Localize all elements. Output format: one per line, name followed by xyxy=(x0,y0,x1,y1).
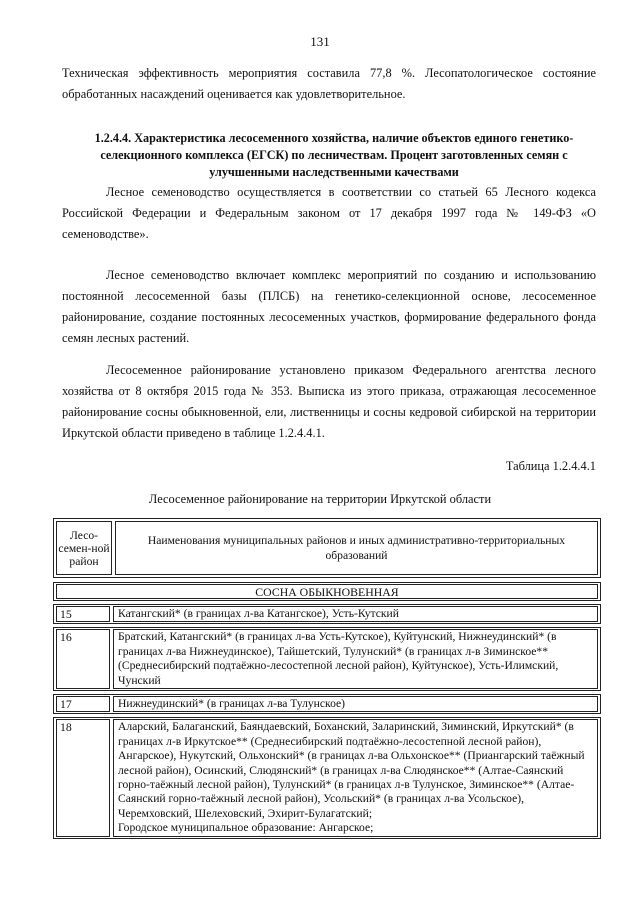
table-section-row xyxy=(53,582,601,601)
areas-cell: Катангский* (в границах л-ва Катангское), Усть-Кутский xyxy=(113,606,598,622)
district-cell: 15 xyxy=(56,606,110,622)
areas-cell: Братский, Катангский* (в границах л-ва Усть-Кутское), Куйтунский, Нижнеудинский* (в границах л-ва Нижнеудинское), Тайшетский, Тулунский* (в границах л-в Зиминское** (Среднесибирский подтаёжно-лесостепной лесной район), Куйтунское), Усть-Илимский, Чунский xyxy=(113,629,598,689)
areas-cell: Нижнеудинский* (в границах л-ва Тулунское) xyxy=(113,696,598,712)
section-pine: СОСНА ОБЫКНОВЕННАЯ xyxy=(56,584,598,599)
paragraph-seed-law: Лесное семеноводство осуществляется в соответствии со статьей 65 Лесного кодекса Российской Федерации и Федеральным законом от 17 декабря 1997 года № 149-ФЗ «О семеноводстве». xyxy=(62,185,596,241)
page-number: 131 xyxy=(310,34,330,49)
paragraph-zoning-order: Лесосеменное районирование установлено приказом Федерального агентства лесного хозяйства от 8 октября 2015 года № 353. Выписка из этого приказа, отражающая лесосеменное районирование сосны обыкновенной, ели, лиственницы и сосны кедровой сибирской на территории Иркутской области приведено в таблице 1.2.4.4.1. xyxy=(62,363,596,440)
district-cell: 18 xyxy=(56,719,110,836)
table-row xyxy=(53,604,601,624)
district-cell: 16 xyxy=(56,629,110,689)
table-title: Лесосеменное районирование на территории Иркутской области xyxy=(148,492,492,506)
header-district: Лесо-семен-ной район xyxy=(56,521,112,575)
areas-text: Аларский, Балаганский, Баяндаевский, Боханский, Заларинский, Зиминский, Иркутский* (в границах л-в Иркутское** (Среднесибирский подтаёжно-лесостепной лесной район), Ангарское), Нукутский, Ольхонский* (в границах л-ва Ольхонское** (Приангарский таёжный лесной район), Осинский, Слюдянский* (в границах л-ва Слюдянское** (Алтае-Саянский горно-таёжный лесной район), Тулунский* (в границах л-в Тулунское, Зиминское** (Алтае-Саянский горно-таёжный лесной район), Усольский* (в границах л-ва Усольское), Черемховский, Шелеховский, Эхирит-Булагатский; xyxy=(118,720,585,820)
paragraph-seed-measures: Лесное семеноводство включает комплекс мероприятий по созданию и использованию постоянной лесосеменной базы (ПЛСБ) на генетико-селекционной основе, лесосеменное районирование, создание постоянных лесосеменных участков, формирование федерального фонда семян лесных растений. xyxy=(62,268,596,345)
table-row xyxy=(53,627,601,691)
section-heading: 1.2.4.4. Характеристика лесосеменного хозяйства, наличие объектов единого генетико-селекционного комплекса (ЕГСК) по лесничествам. Процент заготовленных семян с улучшенными наследственными качествами xyxy=(94,131,574,179)
areas-text-extra: Городское муниципальное образование: Ангарское; xyxy=(118,821,374,835)
table-row xyxy=(53,717,601,838)
table-number-label: Таблица 1.2.4.4.1 xyxy=(505,459,596,473)
table-header-row xyxy=(53,518,601,578)
district-cell: 17 xyxy=(56,696,110,712)
zoning-table xyxy=(53,518,601,839)
areas-cell xyxy=(113,719,598,836)
intro-paragraph: Техническая эффективность мероприятия составила 77,8 %. Лесопатологическое состояние обработанных насаждений оценивается как удовлетворительное. xyxy=(62,66,596,101)
header-areas: Наименования муниципальных районов и иных административно-территориальных образований xyxy=(115,521,598,575)
table-row xyxy=(53,694,601,714)
